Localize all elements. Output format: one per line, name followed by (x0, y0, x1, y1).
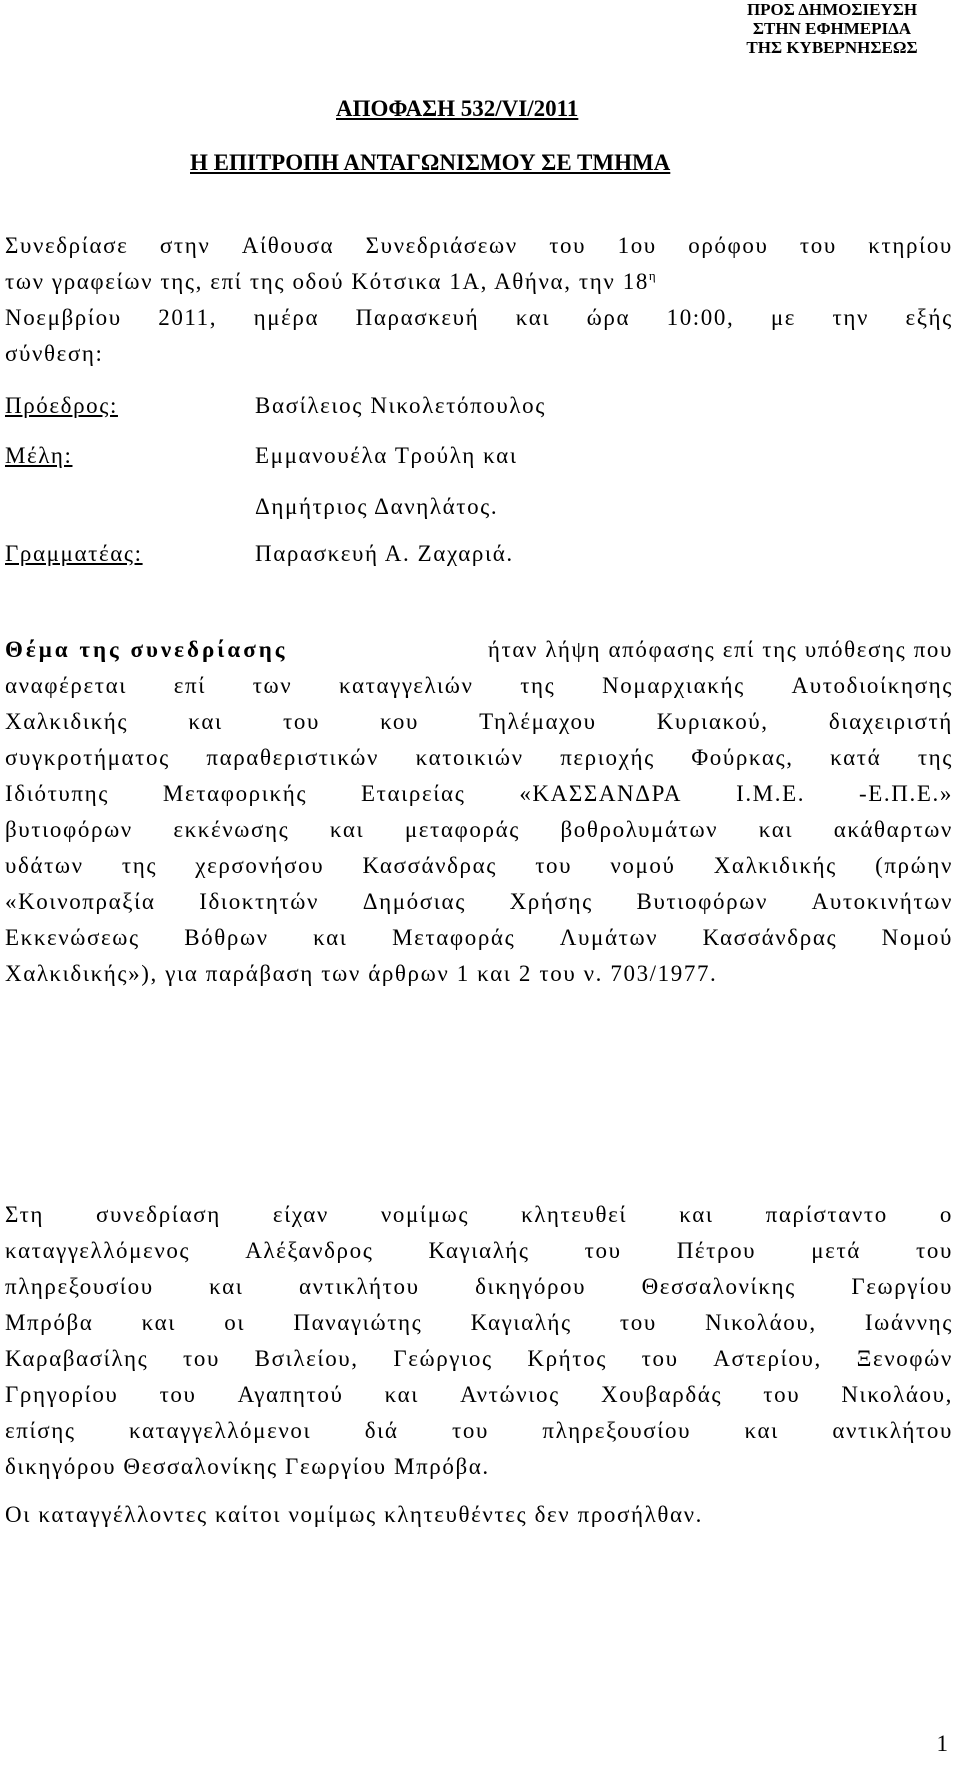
text-line (5, 1197, 953, 1233)
word: Συνεδρίασε (5, 233, 129, 258)
word: κου (380, 709, 419, 734)
text-line (5, 1449, 953, 1485)
word: Δημόσιας (362, 889, 466, 914)
word: Συνεδριάσεων (365, 233, 518, 258)
word: Αγαπητού (237, 1382, 344, 1407)
word: Νομού (881, 925, 953, 950)
word: βυτιοφόρων (5, 817, 133, 842)
word: Χρήσης (509, 889, 593, 914)
word: του (183, 1346, 220, 1371)
text-line (5, 740, 953, 776)
text-line (5, 1497, 953, 1533)
members-row (5, 438, 255, 474)
page-number: 1 (936, 1731, 948, 1756)
line-text: δικηγόρου Θεσσαλονίκης Γεωργίου Μπρόβα. (5, 1454, 490, 1479)
word: Κασσάνδρας (702, 925, 838, 950)
word: διαχειριστή (828, 709, 953, 734)
word: Αστερίου, (713, 1346, 822, 1371)
word: εξής (905, 305, 953, 330)
word: Μπρόβα (5, 1310, 94, 1335)
word: Αλέξανδρος (245, 1238, 374, 1263)
word: Αίθουσα (241, 233, 335, 258)
word: Μεταφορικής (162, 781, 308, 806)
word: αναφέρεται (5, 673, 128, 698)
word: Νομαρχιακής (602, 673, 745, 698)
word: ο (939, 1202, 953, 1227)
word: 2011, (158, 305, 218, 330)
secretary-row (5, 536, 255, 572)
word: Αυτοδιοίκησης (791, 673, 953, 698)
word: συνεδρίαση (96, 1202, 221, 1227)
word: της (520, 673, 556, 698)
word: του (452, 1418, 489, 1443)
word: υδάτων (5, 853, 84, 878)
word: και (515, 305, 551, 330)
line-text-main: των γραφείων της, επί της οδού Κότσικα 1Α, Αθήνα, την 18 (5, 269, 649, 294)
decision-title: ΑΠΟΦΑΣΗ 532/VI/2011 (336, 96, 579, 121)
text-line (5, 1305, 953, 1341)
word: κατοικιών (415, 745, 524, 770)
text-line (5, 956, 953, 992)
word: της (121, 853, 158, 878)
text-line (5, 1233, 953, 1269)
word: Πέτρου (676, 1238, 757, 1263)
word: κτηρίου (868, 233, 953, 258)
word: ημέρα (253, 305, 320, 330)
word: επί (173, 673, 207, 698)
word: στην (159, 233, 211, 258)
word: νομίμως (380, 1202, 470, 1227)
word: Παναγιώτης (293, 1310, 423, 1335)
text-line (5, 1269, 953, 1305)
text-line (5, 776, 953, 812)
text-line (5, 300, 953, 336)
word: Εταιρείας (360, 781, 466, 806)
word: Γρηγορίου (5, 1382, 119, 1407)
line-text: ήταν λήψη απόφασης επί της υπόθεσης που (487, 637, 953, 662)
word: του (641, 1346, 679, 1371)
word: Κασσάνδρας (362, 853, 497, 878)
word: «Κοινοπραξία (5, 889, 156, 914)
word: βοθρολυμάτων (560, 817, 719, 842)
word: καταγγελιών (338, 673, 474, 698)
word: καταγγελλόμενος (5, 1238, 191, 1263)
word: Γεωργίου (851, 1274, 953, 1299)
line-text: σύνθεση: (5, 341, 104, 366)
word: παραθεριστικών (206, 745, 380, 770)
word: 1ου (617, 233, 657, 258)
text-line (5, 228, 953, 264)
text-line (5, 884, 953, 920)
subject-heading: Θέμα της συνεδρίασης (5, 637, 288, 662)
word: Βσιλείου, (254, 1346, 359, 1371)
member-name: Εμμανουέλα Τρούλη και (255, 443, 518, 468)
word: καταγγελλόμενοι (129, 1418, 312, 1443)
text-line (5, 1341, 953, 1377)
word: Νικολάου, (841, 1382, 953, 1407)
word: μετά (811, 1238, 861, 1263)
word: εκκένωσης (173, 817, 290, 842)
word: Βόθρων (184, 925, 269, 950)
word: είχαν (272, 1202, 329, 1227)
word: και (209, 1274, 244, 1299)
word: και (329, 817, 365, 842)
word: Χαλκιδικής (5, 709, 129, 734)
word: και (313, 925, 348, 950)
text-line (5, 668, 953, 704)
text-line (5, 1377, 953, 1413)
word: οι (224, 1310, 246, 1335)
word: Κυριακού, (656, 709, 769, 734)
text-line (5, 264, 953, 300)
word: του (763, 1382, 801, 1407)
word: Νικολάου, (705, 1310, 817, 1335)
text-line (5, 704, 953, 740)
committee-title: Η ΕΠΙΤΡΟΠΗ ΑΝΤΑΓΩΝΙΣΜΟΥ ΣΕ ΤΜΗΜΑ (190, 150, 671, 175)
attendance-paragraph (5, 1197, 953, 1485)
word: Χαλκιδικής (713, 853, 837, 878)
secretary-name: Παρασκευή Α. Ζαχαριά. (255, 541, 514, 566)
word: Ιωάννης (864, 1310, 953, 1335)
word: και (141, 1310, 177, 1335)
word: και (758, 817, 794, 842)
word: αντικλήτου (832, 1418, 953, 1443)
word: Θεσσαλονίκης (641, 1274, 796, 1299)
chair-name: Βασίλειος Νικολετόπουλος (255, 393, 546, 418)
word: Ιδιοκτητών (199, 889, 320, 914)
word: την (832, 305, 869, 330)
line-text: Χαλκιδικής»), για παράβαση των άρθρων 1 και 2 του ν. 703/1977. (5, 961, 718, 986)
word: παρίσταντο (765, 1202, 888, 1227)
word: συγκροτήματος (5, 745, 170, 770)
word: περιοχής (560, 745, 655, 770)
word: του (584, 1238, 622, 1263)
word: του (159, 1382, 197, 1407)
word: Ι.Μ.Ε. (736, 781, 806, 806)
word: της (917, 745, 953, 770)
word: και (384, 1382, 420, 1407)
word: και (679, 1202, 714, 1227)
chair-row (5, 388, 255, 424)
word: αντικλήτου (299, 1274, 420, 1299)
word: Λυμάτων (559, 925, 659, 950)
word: και (188, 709, 223, 734)
word: του (916, 1238, 953, 1263)
word: του (619, 1310, 657, 1335)
word: Αντώνιος (460, 1382, 560, 1407)
word: Φούρκας, (691, 745, 794, 770)
word: Τηλέμαχου (479, 709, 597, 734)
word: κατά (830, 745, 882, 770)
word: διά (364, 1418, 399, 1443)
word: ορόφου (688, 233, 769, 258)
text-line (5, 920, 953, 956)
word: και (744, 1418, 779, 1443)
word: Εκκενώσεως (5, 925, 140, 950)
word: Γεώργιος (393, 1346, 493, 1371)
word: του (799, 233, 837, 258)
text-line (5, 632, 953, 668)
word: πληρεξουσίου (542, 1418, 692, 1443)
word: Καγιαλής (428, 1238, 530, 1263)
word: Καγιαλής (470, 1310, 572, 1335)
word: του (549, 233, 587, 258)
word: του (283, 709, 320, 734)
word: δικηγόρου (475, 1274, 587, 1299)
line-text: των γραφείων της, επί της οδού Κότσικα 1Α, Αθήνα, την 18η (5, 264, 657, 300)
word: ώρα (586, 305, 631, 330)
publication-stamp (712, 0, 952, 57)
text-line (5, 848, 953, 884)
word: -Ε.Π.Ε.» (859, 781, 953, 806)
text-line (5, 336, 953, 372)
word: ακάθαρτων (833, 817, 953, 842)
word: του (535, 853, 573, 878)
word: μεταφοράς (404, 817, 520, 842)
text-line (5, 1413, 953, 1449)
word: «ΚΑΣΣΑΝΔΡΑ (519, 781, 683, 806)
word: πληρεξουσίου (5, 1274, 154, 1299)
secretary-label: Γραμματέας: (5, 541, 143, 566)
word: χερσονήσου (195, 853, 325, 878)
subject-paragraph (5, 632, 953, 992)
word: Ξενοφών (856, 1346, 953, 1371)
session-intro (5, 228, 953, 372)
word: Χουβαρδάς (601, 1382, 723, 1407)
word: με (770, 305, 797, 330)
members-label: Μέλη: (5, 443, 73, 468)
stamp-line: ΣΤΗΝ ΕΦΗΜΕΡΙΔΑ (752, 19, 912, 38)
word: επίσης (5, 1418, 76, 1443)
word: Κρήτος (527, 1346, 607, 1371)
word: Βυτιοφόρων (636, 889, 768, 914)
word: Παρασκευή (355, 305, 480, 330)
word: (πρώην (875, 853, 953, 878)
word: κλητευθεί (521, 1202, 628, 1227)
absent-paragraph (5, 1497, 953, 1533)
stamp-line: ΤΗΣ ΚΥΒΕΡΝΗΣΕΩΣ (746, 38, 918, 57)
chair-label: Πρόεδρος: (5, 393, 118, 418)
word: Αυτοκινήτων (811, 889, 953, 914)
stamp-line: ΠΡΟΣ ΔΗΜΟΣΙΕΥΣΗ (746, 0, 918, 19)
word: Μεταφοράς (392, 925, 516, 950)
word: νομού (610, 853, 676, 878)
member-name: Δημήτριος Δανηλάτος. (255, 494, 499, 519)
word: Στη (5, 1202, 45, 1227)
line-text: Οι καταγγέλλοντες καίτοι νομίμως κλητευθέντες δεν προσήλθαν. (5, 1502, 703, 1527)
word: Ιδιότυπης (5, 781, 109, 806)
text-line (5, 812, 953, 848)
word: των (252, 673, 293, 698)
word: Καραβασίλης (5, 1346, 149, 1371)
word: Νοεμβρίου (5, 305, 122, 330)
word: 10:00, (666, 305, 735, 330)
